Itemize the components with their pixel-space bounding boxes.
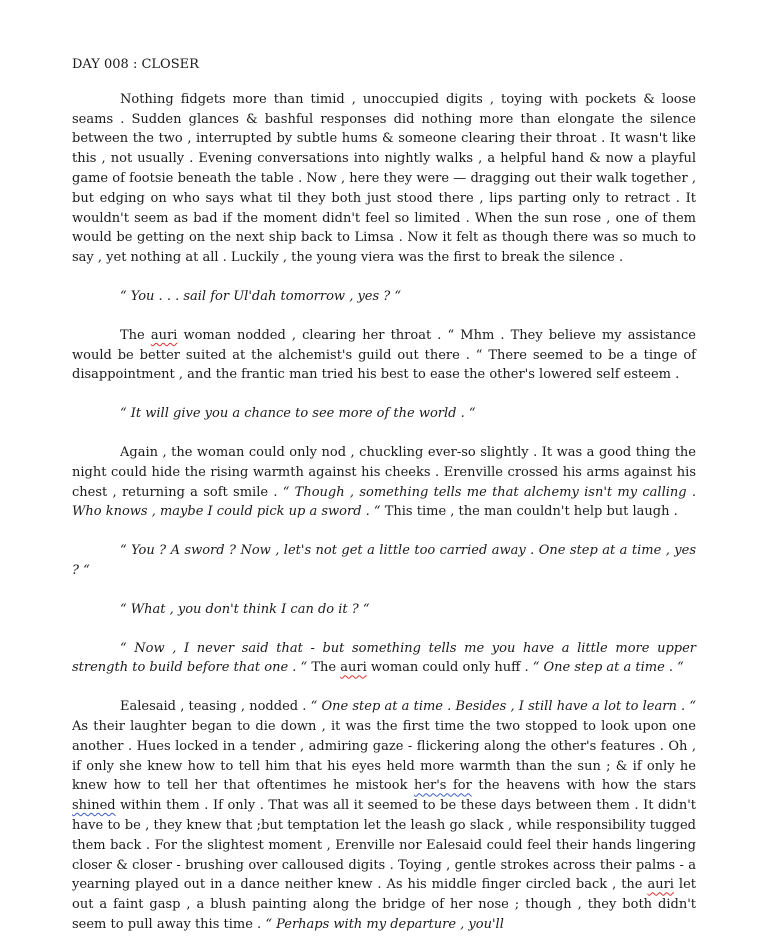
text-run: the heavens with how the stars <box>471 778 697 794</box>
paragraph <box>72 326 696 385</box>
paragraph: “ What , you don't think I can do it ? “ <box>120 601 370 617</box>
text-run: As their laughter began to die down , it was the first time the two stopped to look upon one another . Hues locked in a tender , admiring gaze - flickering along the other's features . Oh , if only she knew how to tell him that his eyes held more warmth than the sun ; & if only he knew how to tell her that oftentimes he mistook <box>72 718 696 794</box>
text-run: Again , the woman could only nod , chuckling ever-so slightly . It was a good thing the night could hide the rising warmth against his cheeks . Erenville crossed his arms against his chest , returning a soft smile . <box>72 444 696 500</box>
text-run: Ealesaid , teasing , nodded . <box>120 699 311 715</box>
spelling-flag: auri <box>647 877 674 893</box>
paragraph: “ It will give you a chance to see more of the world . “ <box>120 406 476 422</box>
text-run: The <box>120 327 151 343</box>
document-title: DAY 008 : CLOSER <box>72 57 199 72</box>
text-run: The <box>307 660 341 676</box>
paragraph <box>72 697 696 935</box>
italic-dialogue: “ Now , I never said that - but something tells me you have a little more upper strength to build before that one . “ <box>72 640 696 676</box>
italic-dialogue: “ Though , something tells me that alchemy isn't my calling . Who knows , maybe I could pick up a sword . “ <box>72 484 697 520</box>
text-run: woman nodded , clearing her throat . “ Mhm . They believe my assistance would be better suited at the alchemist's guild out there . “ There seemed to be a tinge of disappointment , and the frantic man tried his best to ease the other's lowered self esteem . <box>72 327 696 383</box>
document-body <box>72 55 696 951</box>
italic-dialogue: “ Perhaps with my departure , you'll <box>265 916 504 932</box>
italic-dialogue: “ One step at a time . Besides , I still have a lot to learn . “ <box>310 699 696 715</box>
text-run: let out a faint gasp , a blush painting along the bridge of her nose ; though , they both didn't seem to pull away this time . <box>72 877 696 932</box>
spelling-flag: auri <box>150 327 178 343</box>
grammar-flag: her's for <box>413 778 472 794</box>
paragraph <box>72 443 696 522</box>
italic-dialogue: “ One step at a time . “ <box>532 660 684 676</box>
text-run: This time , the man couldn't help but laugh . <box>380 504 678 520</box>
paragraph: Nothing fidgets more than timid , unoccupied digits , toying with pockets & loose seams . Sudden glances & bashful responses did nothing more than elongate the silence between the two , interrupted by subtle hums & someone clearing their throat . It wasn't like this , not usually . Evening conversations into nightly walks , a helpful hand & now a playful game of footsie beneath the table . Now , here they were — dragging out their walk together , but edging on who says what til they both just stood there , lips parting only to retract . It wouldn't seem as bad if the moment didn't feel so limited . When the sun rose , one of them would be getting on the next ship back to Limsa . Now it felt as though there was so much to say , yet nothing at all . Luckily , the young viera was the first to break the silence . <box>72 91 696 266</box>
text-run: woman could only huff . <box>366 660 533 676</box>
spelling-flag: auri <box>340 660 367 676</box>
paragraph: “ You . . . sail for Ul'dah tomorrow , yes ? “ <box>120 288 402 304</box>
paragraph-list <box>72 90 696 935</box>
paragraph: “ You ? A sword ? Now , let's not get a little too carried away . One step at a time , yes ? “ <box>72 543 696 578</box>
text-run: within them . If only . That was all it seemed to be these days between them . It didn't have to be , they knew that ;but temptation let the leash go slack , while responsibility tugged them back . For the slightest moment , Erenville nor Ealesaid could feel their hands lingering closer & closer - brushing over calloused digits . Toying , gentle strokes across their palms - a yearning played out in a dance neither knew . As his middle finger circled back , the <box>72 798 696 893</box>
grammar-flag: shined <box>72 798 116 814</box>
paragraph <box>72 639 696 679</box>
